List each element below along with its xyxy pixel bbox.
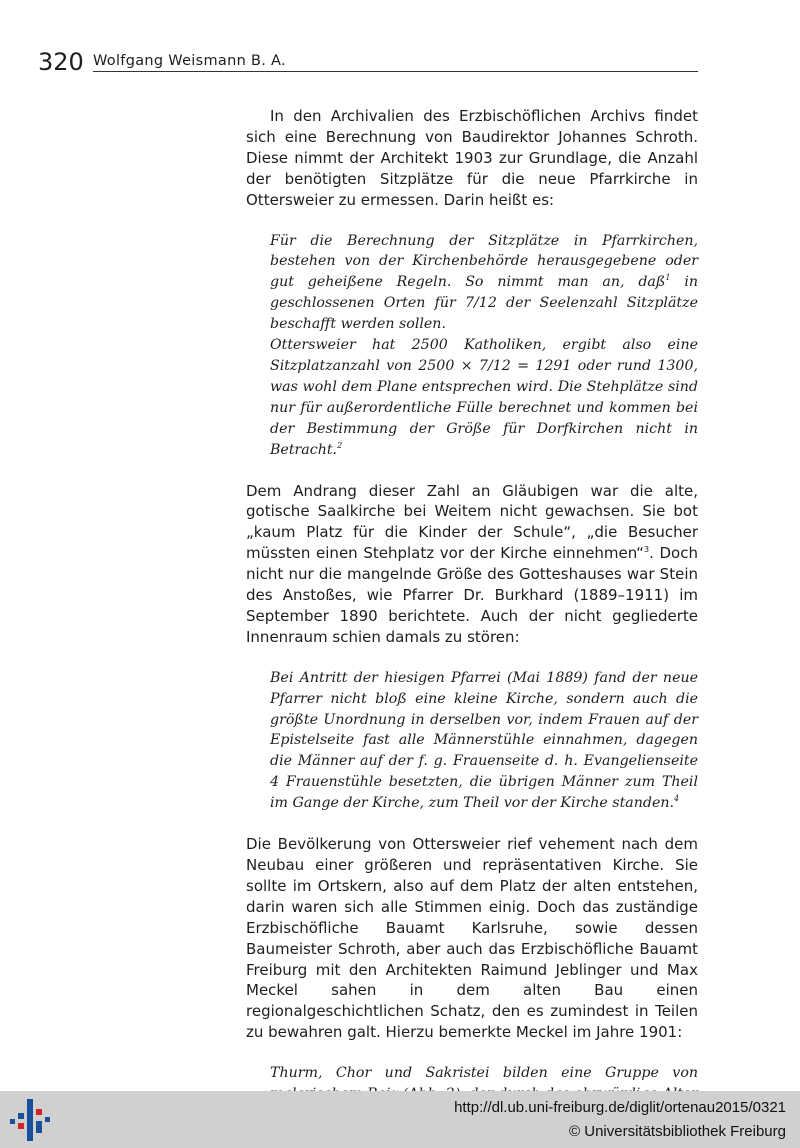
source-url-link[interactable]: http://dl.ub.uni-freiburg.de/diglit/ortenau2015/0321 bbox=[454, 1099, 786, 1116]
paragraph-1: In den Archivalien des Erzbischöflichen Archivs findet sich eine Berechnung von Baudirektor Johannes Schroth. Diese nimmt der Architekt 1903 zur Grundlage, die Anzahl der benötigten Sitzplätze für die neue Pfarrkirche in Ottersweier zu ermessen. Darin heißt es: bbox=[246, 107, 698, 209]
paragraph-2-text-cont: . Doch nicht nur die mangelnde Größe des Gotteshauses war Stein des Anstoßes, wie Pfarrer Dr. Burkhard (1889–1911) im September 1890 berichtete. Auch der nicht gegliederte Innenraum schien damals zu stören: bbox=[246, 544, 698, 646]
quote-2-text: Bei Antritt der hiesigen Pfarrei (Mai 1889) fand der neue Pfarrer nicht bloß eine kleine Kirche, sondern auch die größte Unordnung in derselben vor, indem Frauen auf der Epistelseite fast alle Männerstühle einnahmen, dagegen die Männer auf der f. g. Frauenseite d. h. Evangelienseite 4 Frauenstühle besetzten, die übrigen Männer zum Theil im Gange der Kirche, zum Theil vor der Kirche standen. bbox=[270, 669, 698, 812]
footnote-ref-1[interactable]: 1 bbox=[665, 273, 671, 283]
paragraph-2-text: Dem Andrang dieser Zahl an Gläubigen war die alte, gotische Saalkirche bei Weitem nicht gewachsen. Sie bot „kaum Platz für die Kinder der Schule“, „die Besucher müssten einen Stehplatz vor der Kirche einnehmen“ bbox=[246, 481, 698, 563]
paragraph-3: Die Bevölkerung von Ottersweier rief vehement nach dem Neubau einer größeren und repräsentativen Kirche. Sie sollte im Ortskern, also auf dem Platz der alten entstehen, darin waren sich alle Stimmen einig. Doch das zuständige Erzbischöfliche Bauamt Karlsruhe, sowie dessen Baumeister Schroth, aber auch das Erzbischöfliche Bauamt Freiburg mit den Architekten Raimund Jeblinger und Max Meckel sahen in dem alten Bau einen regionalgeschichtlichen Schatz, den es zumindest in Teilen zu bewahren galt. Hierzu bemerkte Meckel im Jahre 1901: bbox=[246, 835, 698, 1042]
quote-1a-text: Für die Berechnung der Sitzplätze in Pfarrkirchen, bestehen von der Kirchenbehörde herausgegebene oder gut geheißene Regeln. So nimmt man an, daß bbox=[270, 232, 698, 291]
quote-1a-text-cont: in geschlossenen Orten für 7/12 der Seelenzahl Sitzplätze beschafft werden sollen. bbox=[270, 274, 699, 333]
running-head: Wolfgang Weismann B. A. bbox=[93, 53, 286, 69]
page-number: 320 bbox=[38, 48, 84, 76]
page-header bbox=[38, 48, 698, 74]
quote-1b-text: Ottersweier hat 2500 Katholiken, ergibt also eine Sitzplatzanzahl von 2500 × 7/12 = 1291 oder rund 1300, was wohl dem Plane entsprechen wird. Die Stehplätze sind nur für außerordentliche Fülle berechnet und kommen bei der Bestimmung der Größe für Dorfkirchen nicht in Betracht. bbox=[270, 337, 698, 458]
block-quote-1 bbox=[270, 231, 698, 461]
copyright-notice: © Universitätsbibliothek Freiburg bbox=[569, 1123, 786, 1140]
footnote-ref-4[interactable]: 4 bbox=[674, 794, 680, 804]
footnote-ref-2[interactable]: 2 bbox=[337, 440, 343, 450]
block-quote-3: Thurm, Chor und Sakristei bilden eine Gruppe von bbox=[270, 1065, 698, 1082]
header-rule bbox=[93, 71, 698, 72]
footer-bar bbox=[0, 1091, 800, 1148]
block-quote-2 bbox=[270, 668, 698, 814]
page-body bbox=[246, 106, 698, 1126]
university-library-logo-icon[interactable] bbox=[10, 1099, 50, 1141]
footnote-ref-3[interactable]: 3 bbox=[643, 545, 650, 555]
paragraph-2 bbox=[246, 481, 698, 648]
